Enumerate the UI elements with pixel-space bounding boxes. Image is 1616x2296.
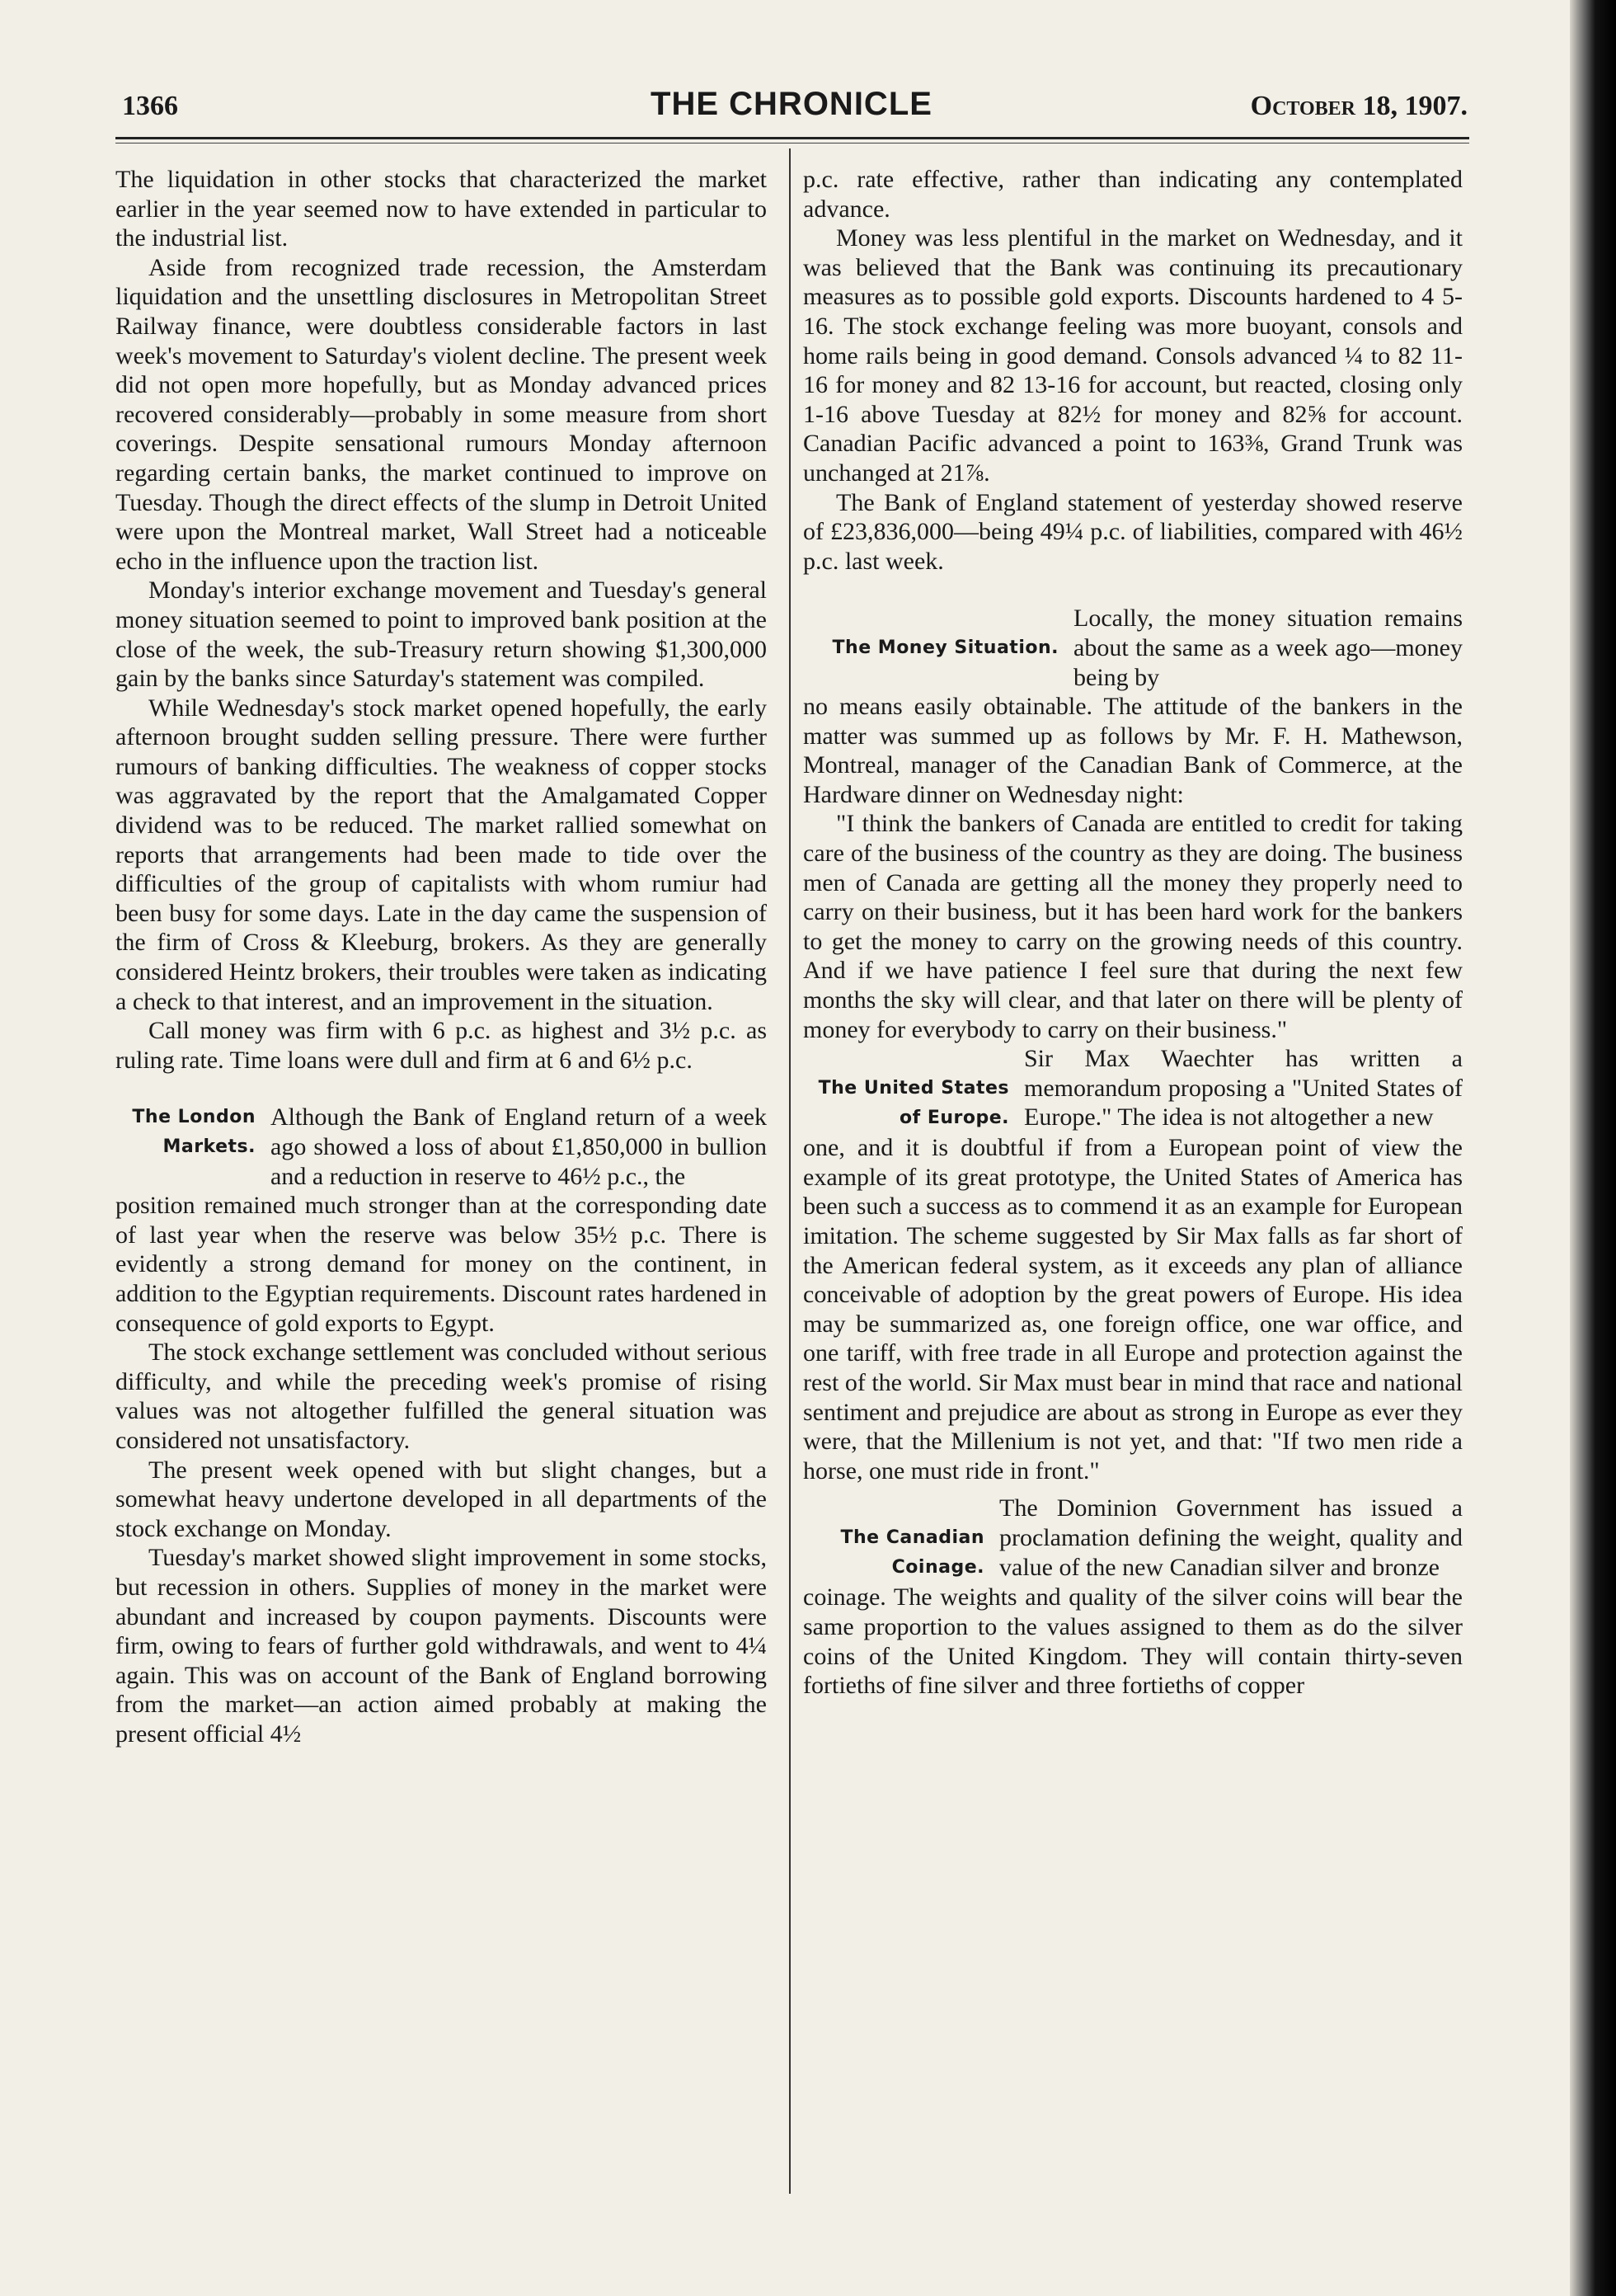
- paragraph: The stock exchange settlement was concluded without serious difficulty, and while the preceding week's promise of rising values was not altogether fulfilled the general situation was considered not unsatisfactory.: [115, 1339, 767, 1454]
- section-united-states-of-europe: [803, 1044, 1463, 1133]
- quotation: "I think the bankers of Canada are entitled to credit for taking care of the business of the country as they are doing. The business men of Canada are getting all the money they properly need to carry on their business, but it has been hard work for the bankers to get the money to carry on the growing needs of this country. And if we have patience I feel sure that during the next few months the sky will clear, and that later on there will be plenty of money for everybody to carry on their business.": [803, 810, 1463, 1043]
- paragraph: Tuesday's market showed slight improvement in some stocks, but recession in others. Supplies of money in the market were abundant and increased by coupon payments. Discounts were firm, owing to fears of further gold withdrawals, and went to 4¼ again. This was on account of the Bank of England borrowing from the market—an action aimed probably at making the present official 4½: [115, 1544, 767, 1748]
- paragraph: Aside from recognized trade recession, the Amsterdam liquidation and the unsettling disclosures in Metropolitan Street Railway finance, were doubtless considerable factors in last week's movement to Saturday's violent decline. The present week did not open more hopefully, but as Monday advanced prices recovered considerably—probably in some measure from short coverings. Despite sensational rumours Monday afternoon regarding certain banks, the market continued to improve on Tuesday. Though the direct effects of the slump in Detroit United were upon the Montreal market, Wall Street had a noticeable echo in the influence upon the traction list.: [115, 253, 767, 575]
- section-heading: [803, 1044, 1024, 1133]
- section-intro: Although the Bank of England return of a week ago showed a loss of about £1,850,000 in bullion and a reduction in reserve to 46½ p.c., the: [270, 1103, 767, 1190]
- section-intro: Sir Max Waechter has written a memorandum proposing a "United States of Europe." The idea is not altogether a new: [1024, 1045, 1463, 1132]
- section-heading-line: The Money Situation.: [832, 638, 1059, 659]
- paragraph: Monday's interior exchange movement and Tuesday's general money situation seemed to point to improved bank position at the close of the week, the sub-Treasury return showing $1,300,000 gain by the banks since Saturday's statement was compiled.: [115, 576, 767, 693]
- right-column: [803, 165, 1463, 1701]
- paragraph: The present week opened with but slight changes, but a somewhat heavy undertone developed in all departments of the stock exchange on Monday.: [115, 1456, 767, 1542]
- section-london-markets: [115, 1103, 767, 1191]
- header-rule-thin: [115, 143, 1469, 144]
- section-canadian-coinage: [803, 1494, 1463, 1583]
- left-column: [115, 165, 767, 1748]
- section-heading: [803, 604, 1073, 663]
- paragraph: one, and it is doubtful if from a European point of view the example of its great prototype, the United States of America has been such a success as to commend it as an example for European imitation. The scheme suggested by Sir Max falls as far short of the American federal system, as it exceeds any plan of alliance conceivable of adoption by the great powers of Europe. His idea may be summarized as, one foreign office, one war office, and one tariff, with free trade in all Europe and protection against the rest of the world. Sir Max must bear in mind that race and national sentiment and prejudice are about as strong in Europe as ever they were, that the Millenium is not yet, and that: "If two men ride a horse, one must ride in front.": [803, 1134, 1463, 1484]
- paragraph: Money was less plentiful in the market on Wednesday, and it was believed that the Bank was continuing its precautionary measures as to possible gold exports. Discounts hardened to 4 5-16. The stock exchange feeling was more buoyant, consols and home rails being in good demand. Consols advanced ¼ to 82 11-16 for money and 82 13-16 for account, but reacted, closing only 1-16 above Tuesday at 82½ for money and 82⅝ for account. Canadian Pacific advanced a point to 163⅜, Grand Trunk was unchanged at 21⅞.: [803, 224, 1463, 487]
- paragraph: coinage. The weights and quality of the silver coins will bear the same proportion to the values assigned to them as do the silver coins of the United Kingdom. They will contain thirty-seven fortieths of fine silver and three fortieths of copper: [803, 1583, 1463, 1700]
- issue-date: October 18, 1907.: [1250, 91, 1468, 121]
- header-rule: [115, 137, 1469, 139]
- paragraph: The liquidation in other stocks that characterized the market earlier in the year seemed now to have extended in particular to the industrial list.: [115, 166, 767, 252]
- section-intro: Locally, the money situation remains about the same as a week ago—money being by: [1073, 605, 1463, 691]
- section-heading-line: Coinage.: [891, 1557, 984, 1578]
- paragraph: p.c. rate effective, rather than indicating any contemplated advance.: [803, 166, 1463, 223]
- section-heading-line: The Canadian: [840, 1527, 984, 1549]
- section-gap: [115, 1075, 767, 1103]
- paragraph: position remained much stronger than at the corresponding date of last year when the reserve was below 35½ p.c. There is evidently a strong demand for money on the continent, in addition to the Egyptian requirements. Discount rates hardened in consequence of gold exports to Egypt.: [115, 1192, 767, 1337]
- paragraph: Call money was firm with 6 p.c. as highest and 3½ p.c. as ruling rate. Time loans were dull and firm at 6 and 6½ p.c.: [115, 1017, 767, 1074]
- page-number: 1366: [122, 91, 178, 121]
- paragraph: The Bank of England statement of yesterday showed reserve of £23,836,000—being 49¼ p.c. of liabilities, compared with 46½ p.c. last week.: [803, 488, 1463, 575]
- paragraph: While Wednesday's stock market opened hopefully, the early afternoon brought sudden selling pressure. There were further rumours of banking difficulties. The weakness of copper stocks was aggravated by the report that the Amalgamated Copper dividend was to be reduced. The market rallied somewhat on reports that arrangements had been made to tide over the difficulties of the group of capitalists with whom rumiur had been busy for some days. Late in the day came the suspension of the firm of Cross & Kleeburg, brokers. As they are generally considered Heintz brokers, their troubles were taken as indicating a check to that interest, and an improvement in the situation.: [115, 694, 767, 1015]
- section-intro: The Dominion Government has issued a proclamation defining the weight, quality and value of the new Canadian silver and bronze: [999, 1494, 1463, 1581]
- column-divider: [789, 148, 791, 2194]
- section-heading-line: Markets.: [162, 1136, 256, 1158]
- section-heading: [115, 1103, 270, 1162]
- page-header: [115, 86, 1468, 135]
- publication-title: THE CHRONICLE: [651, 86, 932, 122]
- section-money-situation: [803, 604, 1463, 692]
- section-gap: [803, 576, 1463, 604]
- section-heading: [803, 1494, 999, 1583]
- section-heading-line: of Europe.: [899, 1108, 1009, 1129]
- book-binding-edge: [1570, 0, 1616, 2296]
- section-heading-line: The United States: [818, 1078, 1009, 1099]
- section-heading-line: The London: [132, 1107, 256, 1128]
- paragraph: no means easily obtainable. The attitude of the bankers in the matter was summed up as follows by Mr. F. H. Mathewson, Montreal, manager of the Canadian Bank of Commerce, at the Hardware dinner on Wednesday night:: [803, 693, 1463, 808]
